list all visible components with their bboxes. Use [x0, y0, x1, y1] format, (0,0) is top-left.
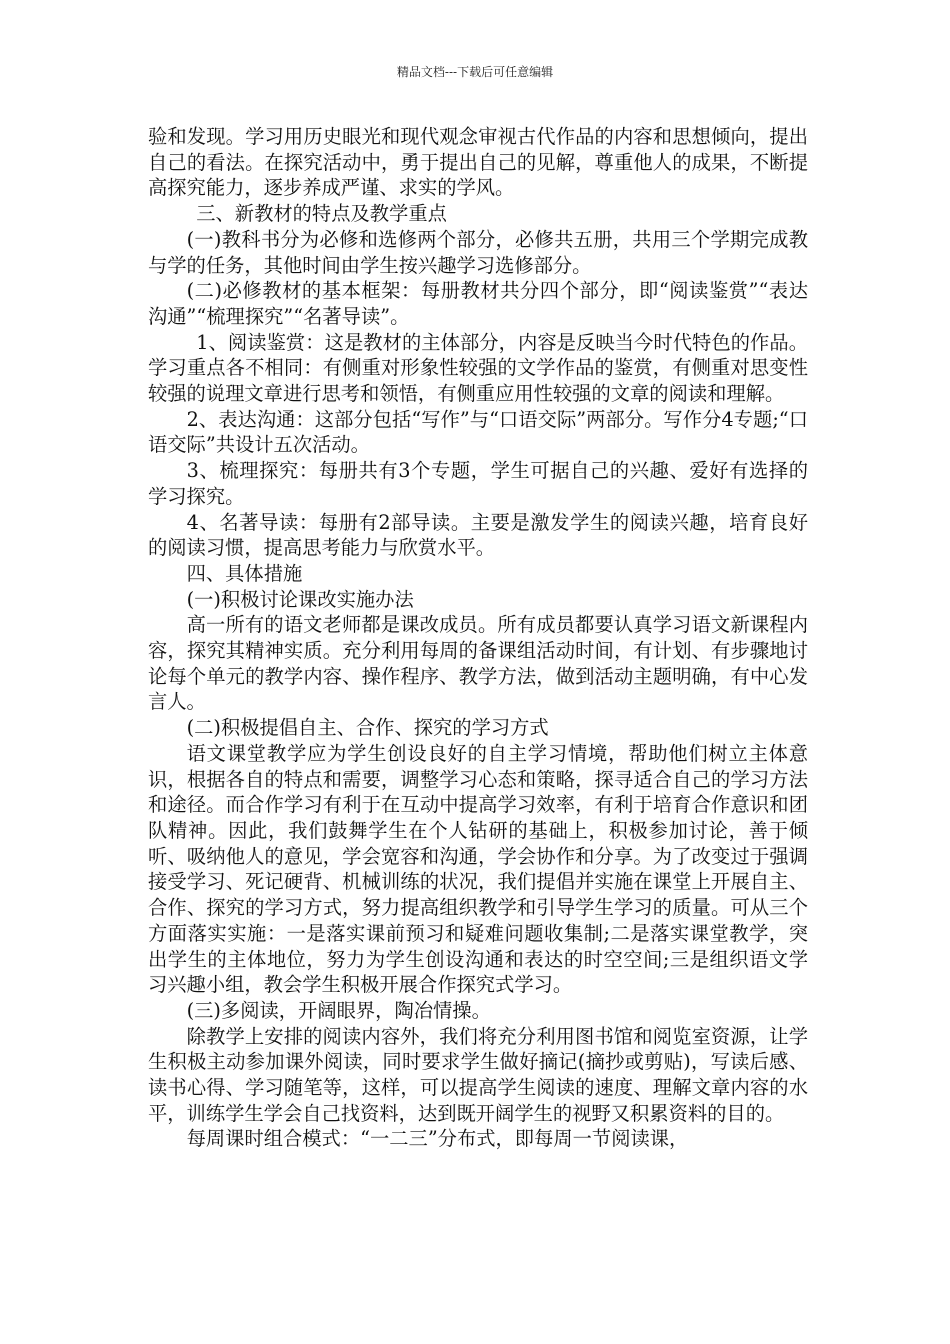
paragraph-classroom-teaching: 语文课堂教学应为学生创设良好的自主学习情境，帮助他们树立主体意识，根据各自的特点和需要，调整学习心态和策略，探寻适合自己的学习方法和途径。而合作学习有利于在互动中提高学习效率，有利于培育合作意识和团队精神。因此，我们鼓舞学生在个人钻研的基础上，积极参加讨论，善于倾听、吸纳他人的意见，学会宽容和沟通，学会协作和分享。为了改变过于强调接受学习、死记硬背、机械训练的状况，我们提倡并实施在课堂上开展自主、合作、探究的学习方式，努力提高组织教学和引导学生学习的质量。可从三个方面落实实施：一是落实课前预习和疑难问题收集制;二是落实课堂教学，突出学生的主体地位，努力为学生创设沟通和表达的时空空间;三是组织语文学习兴趣小组，教会学生积极开展合作探究式学习。 [148, 741, 808, 997]
subheading-reform-discussion: (一)积极讨论课改实施办法 [186, 587, 414, 611]
paragraph-expression-communication: 2、表达沟通：这部分包括“写作”与“口语交际”两部分。写作分4专题;“口语交际”共设计五次活动。 [148, 407, 808, 457]
page-header: 精品文档---下载后可任意编辑 [396, 65, 554, 79]
paragraph-classics-guide: 4、名著导读：每册有2部导读。主要是激发学生的阅读兴趣，培育良好的阅读习惯，提高思考能力与欣赏水平。 [148, 510, 808, 560]
paragraph-required-framework: (二)必修教材的基本框架：每册教材共分四个部分，即“阅读鉴赏”“表达沟通”“梳理探究”“名著导读”。 [148, 279, 808, 328]
paragraph-reform-members: 高一所有的语文老师都是课改成员。所有成员都要认真学习语文新课程内容，探究其精神实质。充分利用每周的备课组活动时间，有计划、有步骤地讨论每个单元的教学内容、操作程序、教学方法，做到活动主题明确，有中心发言人。 [148, 613, 808, 714]
paragraph-sorting-exploration: 3、梳理探究：每册共有3个专题，学生可据自己的兴趣、爱好有选择的学习探究。 [148, 459, 808, 508]
section-heading-4: 四、具体措施 [186, 561, 303, 585]
paragraph-weekly-schedule: 每周课时组合模式：“一二三”分布式，即每周一节阅读课， [186, 1127, 689, 1151]
document-body [148, 124, 808, 1152]
subheading-more-reading: (三)多阅读，开阔眼界，陶冶情操。 [186, 998, 491, 1022]
paragraph-extracurricular-reading: 除教学上安排的阅读内容外，我们将充分利用图书馆和阅览室资源，让学生积极主动参加课外阅读，同时要求学生做好摘记(摘抄或剪贴)，写读后感、读书心得、学习随笔等，这样，可以提高学生阅读的速度、理解文章内容的水平，训练学生学会自己找资料，达到既开阔学生的视野又积累资料的目的。 [148, 1024, 808, 1125]
paragraph-reading-appreciation: 1、阅读鉴赏：这是教材的主体部分，内容是反映当今时代特色的作品。学习重点各不相同：有侧重对形象性较强的文学作品的鉴赏，有侧重对思变性较强的说理文章进行思考和领悟，有侧重应用性较强的文章的阅读和理解。 [148, 330, 808, 406]
section-heading-3: 三、新教材的特点及教学重点 [196, 202, 447, 226]
paragraph-continuation: 验和发现。学习用历史眼光和现代观念审视古代作品的内容和思想倾向，提出自己的看法。在探究活动中，勇于提出自己的见解，尊重他人的成果，不断提高探究能力，逐步养成严谨、求实的学风。 [148, 125, 808, 200]
subheading-learning-style: (二)积极提倡自主、合作、探究的学习方式 [186, 716, 549, 740]
paragraph-textbook-structure: (一)教科书分为必修和选修两个部分，必修共五册，共用三个学期完成教与学的任务，其他时间由学生按兴趣学习选修部分。 [148, 227, 808, 277]
